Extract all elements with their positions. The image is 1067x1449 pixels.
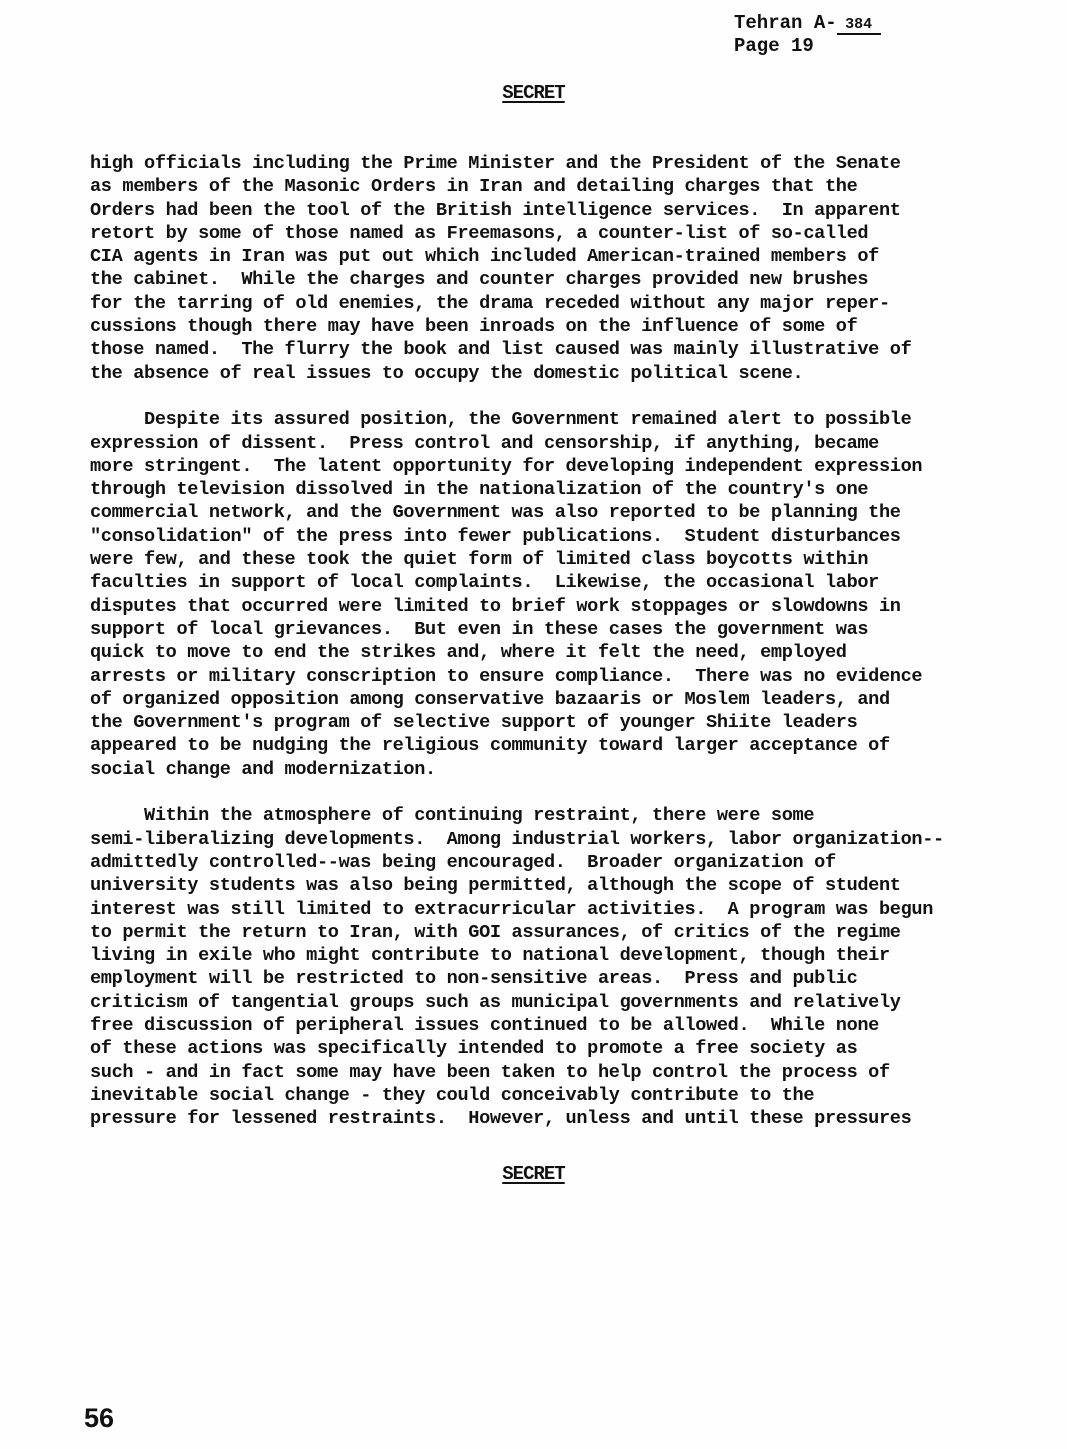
text-line: high officials including the Prime Minister and the President of the Senate — [90, 153, 901, 174]
text-line: the Government's program of selective support of younger Shiite leaders — [90, 712, 858, 734]
text-line: faculties in support of local complaints. Likewise, the occasional labor — [90, 572, 879, 594]
page-number: 56 — [84, 1403, 115, 1433]
paragraph — [90, 152, 1000, 385]
text-line: commercial network, and the Government was also reported to be planning the — [90, 502, 901, 524]
text-line: Within the atmosphere of continuing restraint, there were some — [90, 805, 815, 827]
reference-prefix: Tehran A- — [734, 12, 837, 34]
text-line: disputes that occurred were limited to brief work stoppages or slowdowns in — [90, 595, 901, 617]
text-line: quick to move to end the strikes and, where it felt the need, employed — [90, 642, 847, 664]
classification-bottom-label: SECRET — [502, 1163, 565, 1185]
text-line: pressure for lessened restraints. However, unless and until these pressures — [90, 1108, 912, 1130]
text-line: of organized opposition among conservative bazaaris or Moslem leaders, and — [90, 688, 890, 710]
reference-number: 384 — [837, 16, 881, 35]
text-line: employment will be restricted to non-sensitive areas. Press and public — [90, 968, 858, 990]
page-label: Page 19 — [734, 35, 814, 57]
text-line: expression of dissent. Press control and censorship, if anything, became — [90, 432, 879, 454]
text-line: retort by some of those named as Freemasons, a counter-list of so-called — [90, 222, 869, 244]
text-line: Orders had been the tool of the British intelligence services. In apparent — [90, 199, 901, 221]
text-line: the absence of real issues to occupy the domestic political scene. — [90, 362, 804, 384]
text-line: as members of the Masonic Orders in Iran and detailing charges that the — [90, 176, 858, 198]
text-line: appeared to be nudging the religious community toward larger acceptance of — [90, 735, 890, 757]
text-line: were few, and these took the quiet form of limited class boycotts within — [90, 549, 869, 571]
document-header — [734, 12, 994, 57]
text-line: support of local grievances. But even in these cases the government was — [90, 618, 869, 640]
classification-bottom — [0, 1163, 1067, 1185]
text-line: those named. The flurry the book and list caused was mainly illustrative of — [90, 339, 912, 361]
text-line: social change and modernization. — [90, 758, 436, 780]
text-line: of these actions was specifically intended to promote a free society as — [90, 1038, 858, 1060]
text-line: through television dissolved in the nationalization of the country's one — [90, 479, 869, 501]
paragraph — [90, 408, 1000, 781]
text-line: Despite its assured position, the Government remained alert to possible — [90, 409, 912, 431]
text-line: to permit the return to Iran, with GOI assurances, of critics of the regime — [90, 921, 901, 943]
text-line: arrests or military conscription to ensure compliance. There was no evidence — [90, 665, 923, 687]
classification-top — [0, 82, 1067, 104]
text-line: CIA agents in Iran was put out which included American-trained members of — [90, 246, 879, 268]
reference-line — [734, 12, 994, 35]
text-line: for the tarring of old enemies, the drama receded without any major reper- — [90, 292, 890, 314]
text-line: criticism of tangential groups such as municipal governments and relatively — [90, 991, 901, 1013]
text-line: cussions though there may have been inroads on the influence of some of — [90, 316, 858, 338]
classification-top-label: SECRET — [502, 82, 565, 104]
text-line: admittedly controlled--was being encouraged. Broader organization of — [90, 851, 836, 873]
text-line: the cabinet. While the charges and counter charges provided new brushes — [90, 269, 869, 291]
document-body — [90, 152, 1000, 1154]
text-line: free discussion of peripheral issues continued to be allowed. While none — [90, 1014, 879, 1036]
text-line: "consolidation" of the press into fewer publications. Student disturbances — [90, 525, 901, 547]
text-line: more stringent. The latent opportunity for developing independent expression — [90, 455, 923, 477]
text-line: living in exile who might contribute to national development, though their — [90, 945, 890, 967]
text-line: semi-liberalizing developments. Among industrial workers, labor organization-- — [90, 828, 944, 850]
paragraph — [90, 804, 1000, 1130]
text-line: university students was also being permitted, although the scope of student — [90, 875, 901, 897]
text-line: such - and in fact some may have been taken to help control the process of — [90, 1061, 890, 1083]
text-line: inevitable social change - they could conceivably contribute to the — [90, 1084, 815, 1106]
text-line: interest was still limited to extracurricular activities. A program was begun — [90, 898, 934, 920]
